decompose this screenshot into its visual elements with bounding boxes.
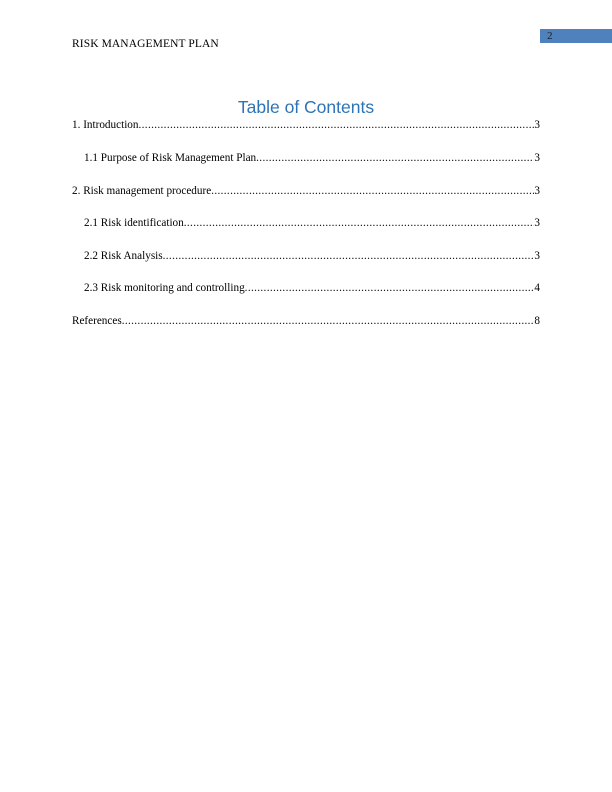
- toc-entry-page-number: 8: [534, 315, 540, 327]
- toc-dot-leader: [122, 314, 535, 328]
- toc-entry-page-number: 3: [534, 217, 540, 229]
- toc-dot-leader: [184, 216, 535, 230]
- toc-entry-label: 2.2 Risk Analysis: [84, 250, 163, 262]
- running-header: RISK MANAGEMENT PLAN: [72, 38, 219, 50]
- toc-entry-label: 2.3 Risk monitoring and controlling: [84, 282, 245, 294]
- toc-entry-page-number: 3: [534, 119, 540, 131]
- toc-entry-label: 1.1 Purpose of Risk Management Plan: [84, 152, 257, 164]
- toc-dot-leader: [245, 281, 535, 295]
- toc-entry-purpose[interactable]: [84, 151, 540, 165]
- toc-entry-label: References: [72, 315, 122, 327]
- toc-entry-risk-monitoring[interactable]: [84, 281, 540, 295]
- toc-entry-label: 2.1 Risk identification: [84, 217, 184, 229]
- toc-entry-risk-management-procedure[interactable]: [72, 184, 540, 198]
- toc-entry-label: 1. Introduction: [72, 119, 139, 131]
- toc-entry-page-number: 3: [534, 152, 540, 164]
- toc-entry-references[interactable]: [72, 314, 540, 328]
- toc-entry-label: 2. Risk management procedure: [72, 185, 212, 197]
- toc-dot-leader: [256, 151, 534, 165]
- toc-entry-page-number: 3: [534, 185, 540, 197]
- toc-dot-leader: [139, 118, 535, 132]
- page-number-badge: [540, 29, 612, 43]
- toc-title: Table of Contents: [237, 97, 375, 117]
- toc-dot-leader: [211, 184, 534, 198]
- toc-entry-introduction[interactable]: [72, 118, 540, 132]
- toc-entry-page-number: 4: [534, 282, 540, 294]
- toc-entry-risk-analysis[interactable]: [84, 249, 540, 263]
- toc-dot-leader: [163, 249, 535, 263]
- page-number: 2: [547, 30, 553, 42]
- toc-entry-page-number: 3: [534, 250, 540, 262]
- toc-entry-risk-identification[interactable]: [84, 216, 540, 230]
